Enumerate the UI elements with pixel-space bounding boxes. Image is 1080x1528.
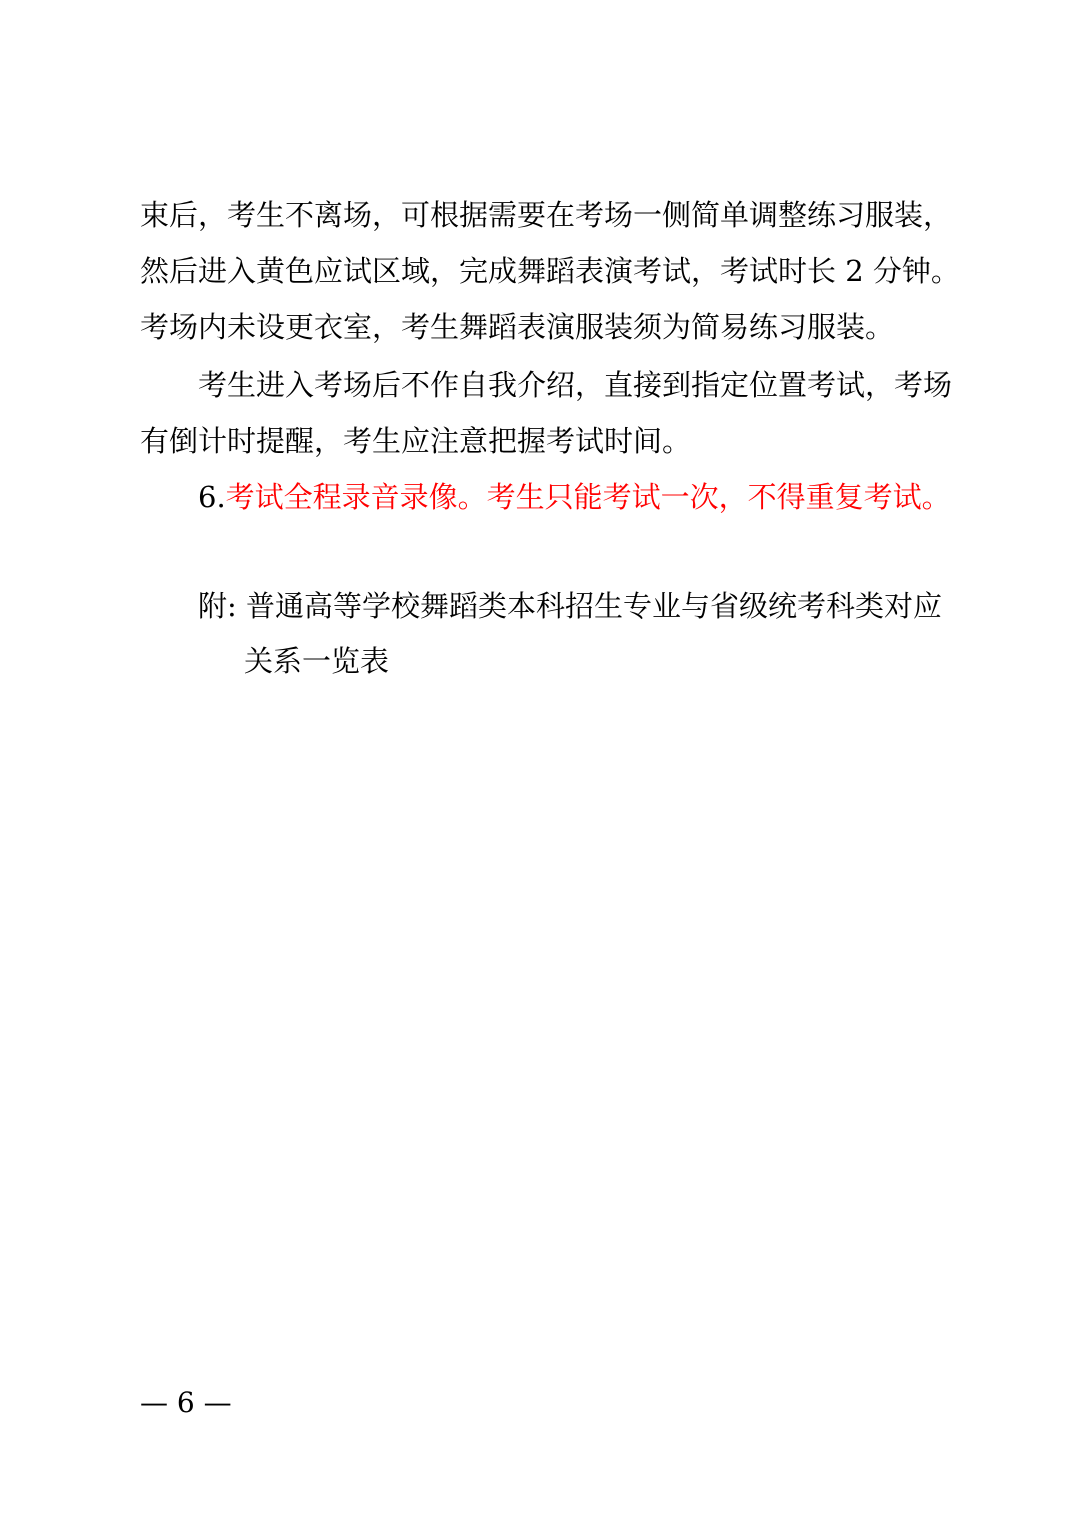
appendix-line-1: 附: 普通高等学校舞蹈类本科招生专业与省级统考科类对应 [198,589,942,623]
item-6 [198,477,951,517]
page-number: — 6 — [140,1386,232,1419]
paragraph-1-line-2: 然后进入黄色应试区域，完成舞蹈表演考试，考试时长 2 分钟。 [140,254,960,288]
paragraph-2-line-2: 有倒计时提醒，考生应注意把握考试时间。 [140,424,692,458]
appendix-line-2: 关系一览表 [244,644,390,678]
item-6-number: 6. [198,480,226,514]
paragraph-2-line-1: 考生进入考场后不作自我介绍，直接到指定位置考试，考场 [198,368,953,402]
paragraph-1-line-3: 考场内未设更衣室，考生舞蹈表演服装须为简易练习服装。 [140,310,895,344]
paragraph-1-line-1: 束后，考生不离场，可根据需要在考场一侧简单调整练习服装， [140,198,953,232]
item-6-text: 考试全程录音录像。考生只能考试一次，不得重复考试。 [225,480,951,514]
